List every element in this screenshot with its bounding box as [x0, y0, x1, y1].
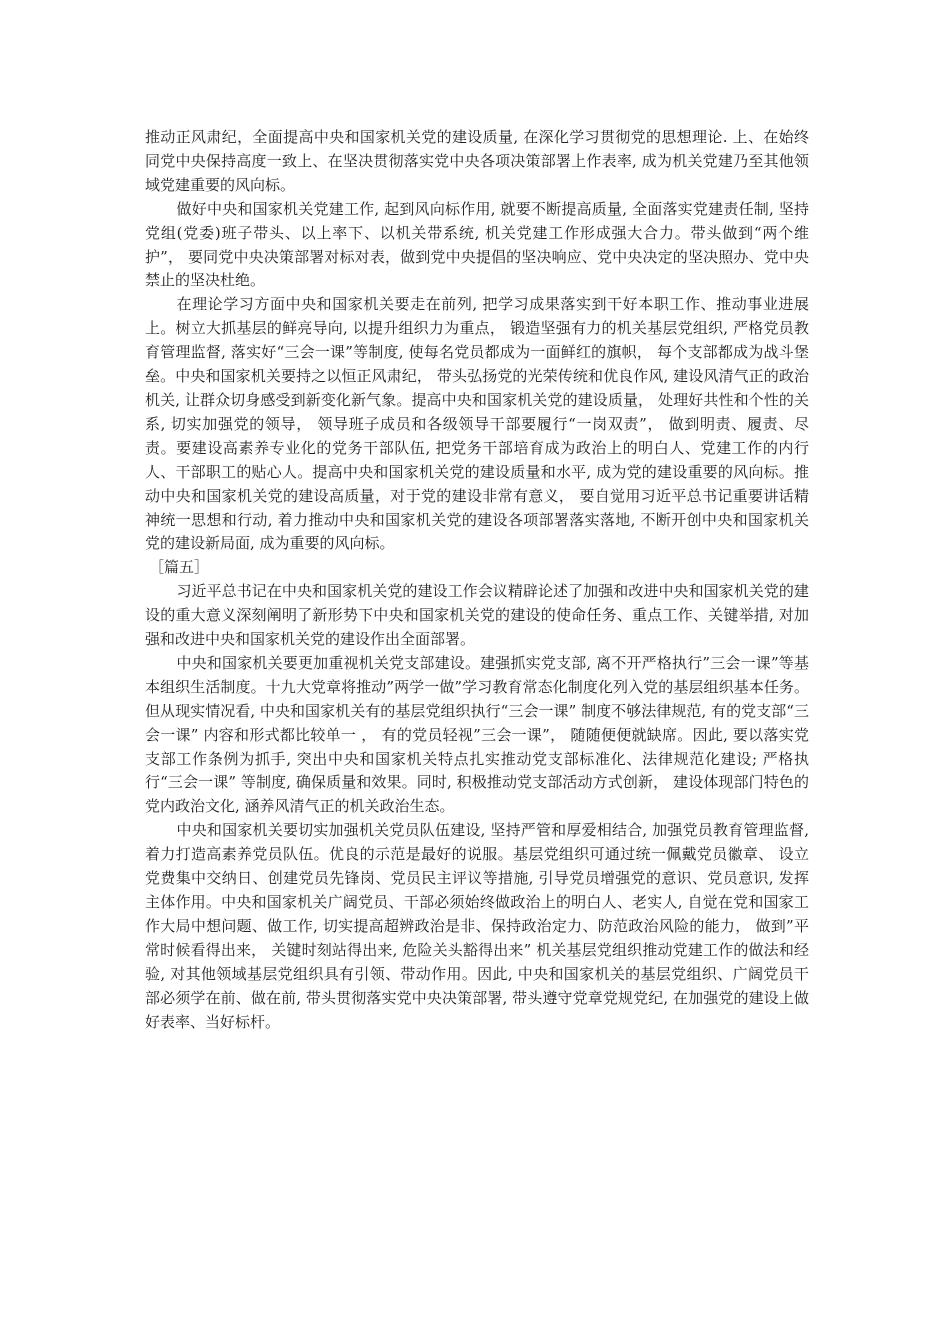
- paragraph: 中央和国家机关要更加重视机关党支部建设。建强抓实党支部, 离不开严格执行”三会一课”等基本组织生活制度。十九大党章将推动”两学一做”学习教育常态化制度化列入党的基层组织基本任务。但从现实情况看, 中央和国家机关有的基层党组织执行“三会一课” 制度不够法律规范, 有的党支部“三会一课” 内容和形式都比较单一 ， 有的党员轻视”三会一课”， 随随便便就缺席。因此, 要以落实党支部工作条例为抓手, 突出中央和国家机关特点扎实推动党支部标准化、法律规范化建设; 严格执行“三会一课” 等制度, 确保质量和效果。同时, 积极推动党支部活动方式创新， 建设体现部门特色的党内政治文化, 涵养风清气正的机关政治生态。: [145, 653, 809, 816]
- section-heading: ［篇五］: [149, 558, 210, 577]
- paragraph: 在理论学习方面中央和国家机关要走在前列, 把学习成果落实到干好本职工作、推动事业进展上。树立大抓基层的鲜亮导向, 以提升组织力为重点， 锻造坚强有力的机关基层党组织, 严格党员教育管理监督, 落实好“三会一课”等制度, 使每名党员都成为一面鲜红的旗帜， 每个支部都成为战斗堡垒。中央和国家机关要持之以恒正风肃纪， 带头弘扬党的光荣传统和优良作风, 建设风清气正的政治机关, 让群众切身感受到新变化新气象。提高中央和国家机关党的建设质量， 处理好共性和个性的关系, 切实加强党的领导， 领导班子成员和各级领导干部要履行“一岗双责”， 做到明责、履责、尽责。要建设高素养专业化的党务干部队伍, 把党务干部培育成为政治上的明白人、党建工作的内行人、干部职工的贴心人。提高中央和国家机关党的建设质量和水平, 成为党的建设重要的风向标。推动中央和国家机关党的建设高质量，对于党的建设非常有意义， 要自觉用习近平总书记重要讲话精神统一思想和行动, 着力推动中央和国家机关党的建设各项部署落实落地, 不断开创中央和国家机关党的建设新局面, 成为重要的风向标。: [145, 295, 809, 553]
- paragraph: 推动正风肃纪，全面提高中央和国家机关党的建设质量, 在深化学习贯彻党的思想理论. 上、在始终同党中央保持高度一致上、在坚决贯彻落实党中央各项决策部署上作表率, 成为机关党建乃至其他领域党建重要的风向标。: [145, 128, 809, 194]
- paragraph: 习近平总书记在中央和国家机关党的建设工作会议精辟论述了加强和改进中央和国家机关党的建设的重大意义深刻阐明了新形势下中央和国家机关党的建设的使命任务、重点工作、关键举措, 对加强和改进中央和国家机关党的建设作出全面部署。: [145, 582, 809, 649]
- paragraph: 做好中央和国家机关党建工作, 起到风向标作用, 就要不断提高质量, 全面落实党建责任制, 坚持党组(党委)班子带头、以上率下、以机关带系统, 机关党建工作形成强大合力。带头做到“两个维护”， 要同党中央决策部署对标对表，做到党中央提倡的坚决响应、党中央决定的坚决照办、党中央禁止的坚决杜绝。: [145, 199, 809, 290]
- paragraph: 中央和国家机关要切实加强机关党员队伍建设, 坚持严管和厚爱相结合, 加强党员教育管理监督, 着力打造高素养党员队伍。优良的示范是最好的说服。基层党组织可通过统一佩戴党员徽章、 设立党费集中交纳日、创建党员先锋岗、党员民主评议等措施, 引导党员增强党的意识、党员意识, 发挥主体作用。中央和国家机关广阔党员、干部必须始终做政治上的明白人、老实人, 自觉在党和国家工作大局中想问题、做工作, 切实提高超辨政治是非、保持政治定力、防范政治风险的能力， 做到”平常时候看得出来， 关键时刻站得出来, 危险关头豁得出来” 机关基层党组织推动党建工作的做法和经验, 对其他领域基层党组织具有引领、带动作用。因此, 中央和国家机关的基层党组织、广阔党员干部必须学在前、做在前, 带头贯彻落实党中央决策部署, 带头遵守党章党规党纪, 在加强党的建设上做好表率、当好标杆。: [145, 821, 809, 1031]
- document-body: [145, 126, 809, 1034]
